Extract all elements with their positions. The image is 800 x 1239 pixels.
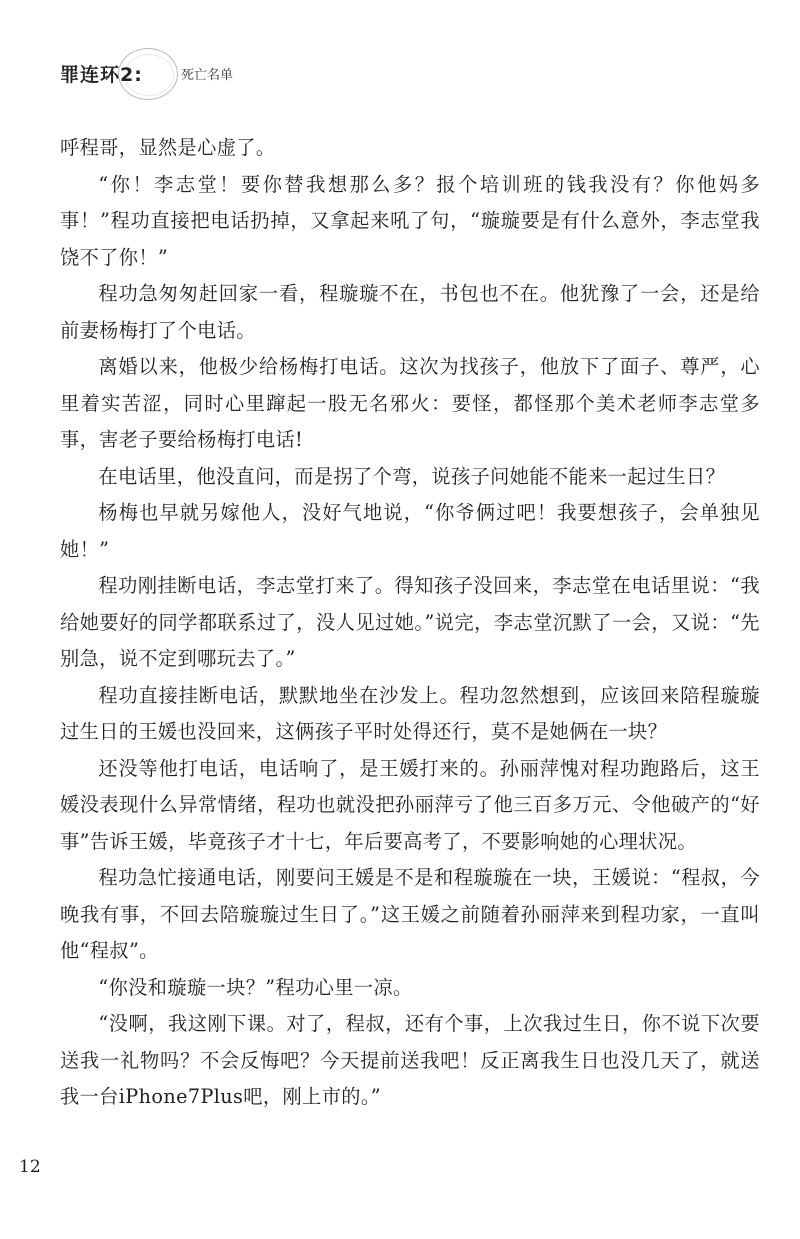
paragraph: 程功急匆匆赶回家一看，程璇璇不在，书包也不在。他犹豫了一会，还是给前妻杨梅打了个电话。 [60,282,760,342]
book-subtitle: 死亡名单 [181,68,234,83]
paragraph: “你没和璇璇一块？”程功心里一凉。 [98,975,413,999]
paragraph: 杨梅也早就另嫁他人，没好气地说，“你爷俩过吧！我要想孩子，会单独见她！” [60,501,760,561]
book-title: 罪连环2: [60,64,143,86]
paragraph: 程功刚挂断电话，李志堂打来了。得知孩子没回来，李志堂在电话里说：“我给她要好的同学都联系过了，没人见过她。”说完，李志堂沉默了一会，又说：“先别急，说不定到哪玩去了。” [60,574,760,670]
running-header [60,54,360,94]
paragraph: “你！李志堂！要你替我想那么多？报个培训班的钱我没有？你他妈多事！”程功直接把电话扔掉，又拿起来吼了句，“璇璇要是有什么意外，李志堂我饶不了你！” [60,172,760,269]
paragraph: “没啊，我这刚下课。对了，程叔，还有个事，上次我过生日，你不说下次要送我一礼物吗？不会反悔吧？今天提前送我吧！反正离我生日也没几天了，就送我一台iPhone7Plus吧，刚上市的。” [60,1012,760,1108]
paragraph: 还没等他打电话，电话响了，是王媛打来的。孙丽萍愧对程功跑路后，这王媛没表现什么异常情绪，程功也就没把孙丽萍亏了他三百多万元、令他破产的“好事”告诉王媛，毕竟孩子才十七，年后要高考了，不要影响她的心理状况。 [60,756,760,853]
paragraph: 程功直接挂断电话，默默地坐在沙发上。程功忽然想到，应该回来陪程璇璇过生日的王媛也没回来，这俩孩子平时处得还行，莫不是她俩在一块？ [60,683,760,743]
page-body [60,130,760,1116]
paragraph: 程功急忙接通电话，刚要问王媛是不是和程璇璇在一块，王媛说：“程叔，今晚我有事，不回去陪璇璇过生日了。”这王媛之前随着孙丽萍来到程功家，一直叫他“程叔”。 [60,866,760,962]
paragraph: 离婚以来，他极少给杨梅打电话。这次为找孩子，他放下了面子、尊严，心里着实苦涩，同时心里蹿起一股无名邪火：要怪，都怪那个美术老师李志堂多事，害老子要给杨梅打电话! [60,355,760,451]
paragraph: 呼程哥，显然是心虚了。 [60,136,276,159]
paragraph: 在电话里，他没直问，而是拐了个弯，说孩子问她能不能来一起过生日？ [98,464,726,488]
page-number: 12 [19,1157,41,1177]
